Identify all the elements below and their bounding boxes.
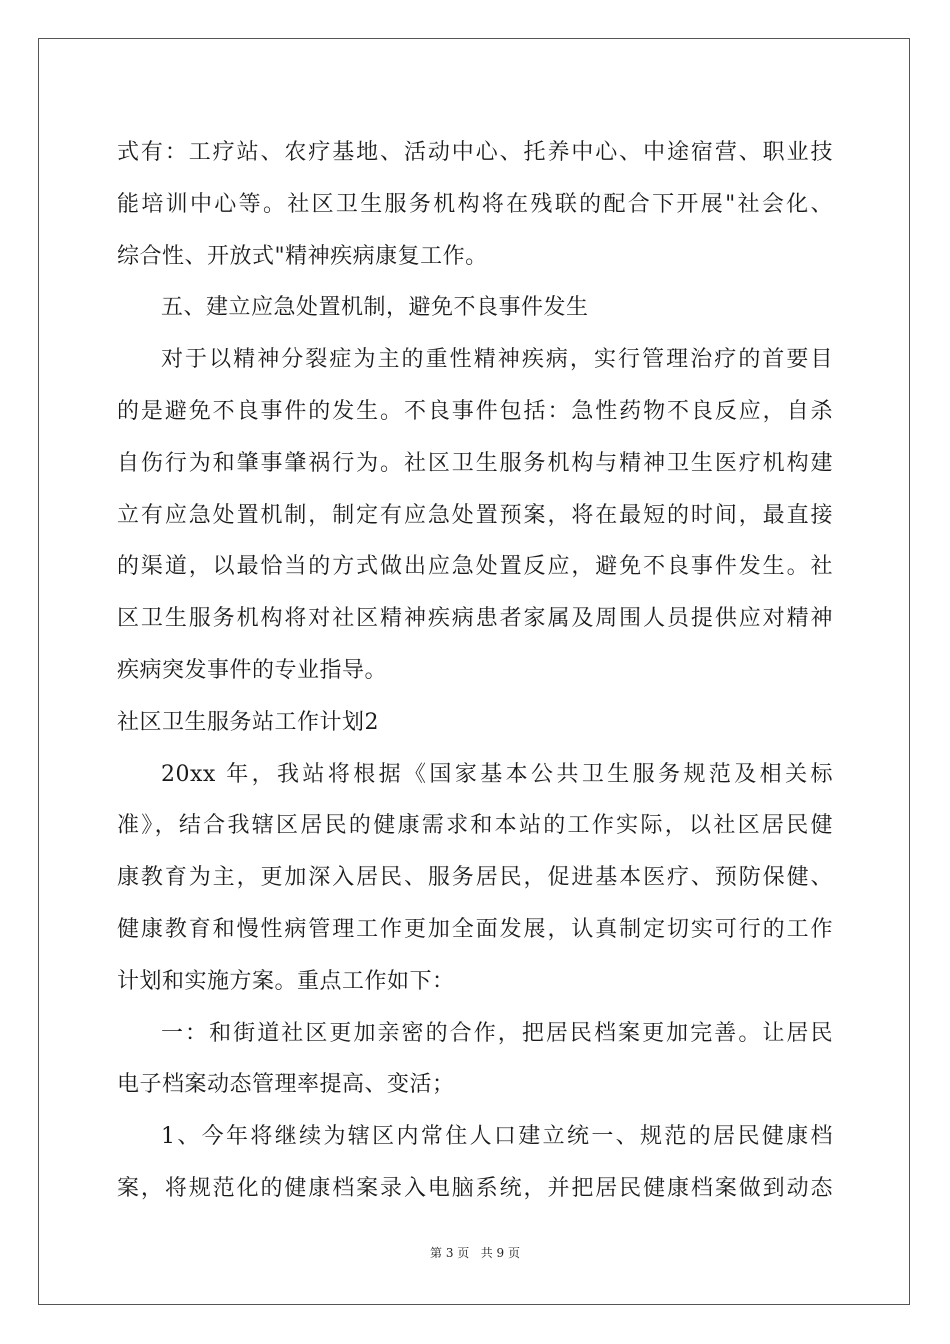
page-number-label: 第 3 页 共 9 页 xyxy=(430,1246,520,1260)
body-line: 准》，结合我辖区居民的健康需求和本站的工作实际，以社区居民健 xyxy=(117,813,833,839)
body-line: 自伤行为和肇事肇祸行为。社区卫生服务机构与精神卫生医疗机构建 xyxy=(117,450,833,476)
body-line: 的渠道，以最恰当的方式做出应急处置反应，避免不良事件发生。社 xyxy=(117,554,833,580)
body-line: 综合性、开放式"精神疾病康复工作。 xyxy=(117,243,488,269)
body-line: 的是避免不良事件的发生。不良事件包括：急性药物不良反应，自杀 xyxy=(117,398,833,424)
body-line: 20xx 年，我站将根据《国家基本公共卫生服务规范及相关标 xyxy=(161,761,833,787)
body-line: 式有：工疗站、农疗基地、活动中心、托养中心、中途宿营、职业技 xyxy=(117,140,833,165)
body-line: 计划和实施方案。重点工作如下： xyxy=(117,968,455,994)
body-line: 康教育为主，更加深入居民、服务居民，促进基本医疗、预防保健、 xyxy=(117,865,833,891)
section-heading: 五、建立应急处置机制，避免不良事件发生 xyxy=(161,295,589,321)
body-line: 健康教育和慢性病管理工作更加全面发展，认真制定切实可行的工作 xyxy=(117,916,833,942)
body-line: 一：和街道社区更加亲密的合作，把居民档案更加完善。让居民 xyxy=(161,1020,833,1046)
body-line: 立有应急处置机制，制定有应急处置预案，将在最短的时间，最直接 xyxy=(117,502,833,528)
document-title: 社区卫生服务站工作计划2 xyxy=(117,709,379,735)
body-line: 案，将规范化的健康档案录入电脑系统，并把居民健康档案做到动态 xyxy=(117,1175,833,1201)
document-body xyxy=(117,127,833,1215)
body-line: 能培训中心等。社区卫生服务机构将在残联的配合下开展"社会化、 xyxy=(117,191,833,217)
body-line: 对于以精神分裂症为主的重性精神疾病，实行管理治疗的首要目 xyxy=(161,347,833,373)
body-line: 电子档案动态管理率提高、变活； xyxy=(117,1072,455,1098)
body-line: 区卫生服务机构将对社区精神疾病患者家属及周围人员提供应对精神 xyxy=(117,606,833,632)
body-line: 疾病突发事件的专业指导。 xyxy=(117,657,388,683)
body-line: 1、今年将继续为辖区内常住人口建立统一、规范的居民健康档 xyxy=(161,1124,833,1150)
page-footer xyxy=(0,1244,950,1261)
